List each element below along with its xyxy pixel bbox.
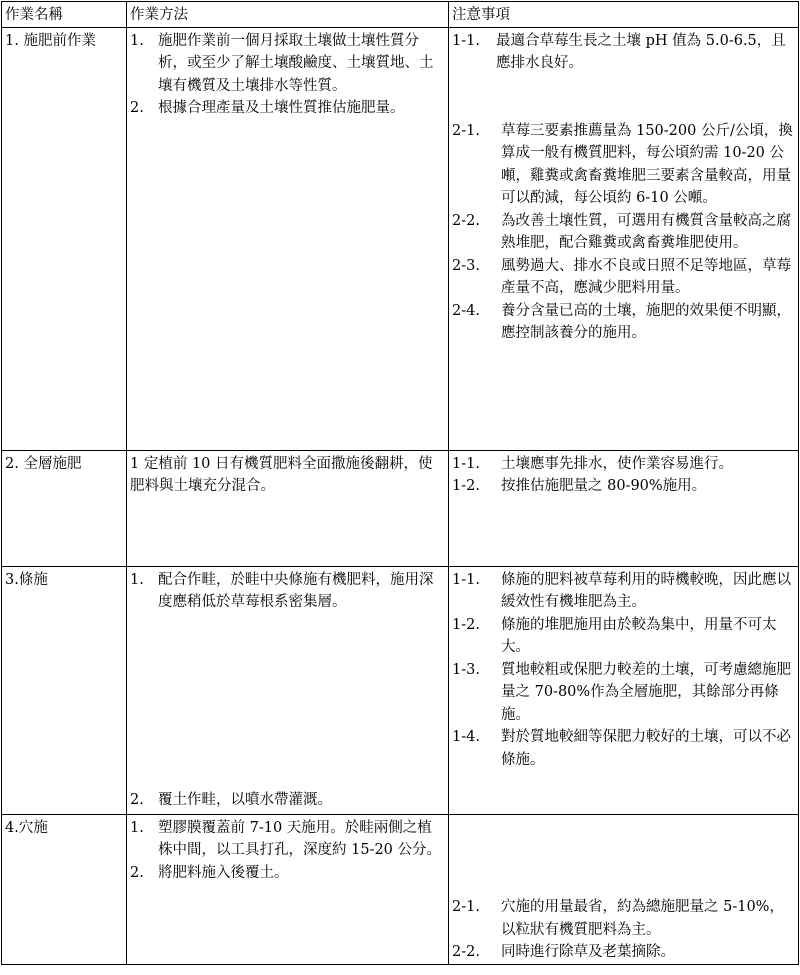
notes-cell bbox=[449, 450, 799, 566]
notes-cell bbox=[449, 27, 799, 450]
method-text: 根據合理產量及土壤性質推估施肥量。 bbox=[158, 100, 405, 116]
notes-cell bbox=[449, 814, 799, 964]
header-row bbox=[2, 2, 799, 28]
method-number: 1. bbox=[130, 571, 144, 588]
note-text: 條施的肥料被草莓利用的時機較晚，因此應以緩效性有機堆肥為主。 bbox=[501, 571, 791, 610]
note-item bbox=[452, 453, 796, 476]
note-item bbox=[452, 614, 796, 659]
method-text: 配合作畦，於畦中央條施有機肥料，施用深度應稍低於草莓根系密集層。 bbox=[158, 571, 434, 610]
note-text: 養分含量已高的土壤，施肥的效果便不明顯，應控制該養分的施用。 bbox=[501, 302, 791, 341]
note-number: 2-1. bbox=[452, 899, 480, 915]
method-text: 將肥料施入後覆土。 bbox=[158, 864, 289, 881]
task-name-cell: 1. 施肥前作業 bbox=[2, 27, 127, 450]
note-item bbox=[452, 475, 796, 498]
method-item bbox=[130, 30, 446, 98]
note-text: 對於質地較細等保肥力較好的土壤，可以不必條施。 bbox=[501, 729, 791, 768]
method-number: 1 bbox=[130, 455, 140, 472]
method-cell bbox=[127, 814, 449, 964]
note-text: 條施的堆肥施用由於較為集中，用量不可太大。 bbox=[501, 616, 777, 655]
note-text: 同時進行除草及老葉摘除。 bbox=[501, 944, 675, 960]
note-text: 草莓三要素推薦量為 150-200 公斤/公頃，換算成一般有機質肥料，每公頃約需 10-20 公噸，雞糞或禽畜糞堆肥三要素含量較高，用量可以酌減，每公頃約 6-10 公噸。 bbox=[501, 122, 793, 206]
note-number: 2-1. bbox=[452, 122, 480, 139]
note-number: 2-3. bbox=[452, 257, 480, 274]
note-item bbox=[452, 30, 796, 75]
note-text: 土壤應事先排水，使作業容易進行。 bbox=[501, 455, 733, 472]
table-row bbox=[2, 566, 799, 814]
note-item bbox=[452, 569, 796, 614]
note-number: 1-1. bbox=[452, 32, 480, 49]
note-item bbox=[452, 255, 796, 300]
method-cell bbox=[127, 450, 449, 566]
note-number: 1-2. bbox=[452, 478, 480, 494]
method-item bbox=[130, 569, 446, 614]
method-item bbox=[130, 789, 446, 812]
table-row bbox=[2, 450, 799, 566]
note-item bbox=[452, 726, 796, 771]
note-item bbox=[452, 896, 796, 941]
method-cell bbox=[127, 566, 449, 814]
method-number: 2. bbox=[130, 100, 144, 116]
method-text: 塑膠膜覆蓋前 7-10 天施用。於畦兩側之植株中間，以工具打孔，深度約 15-20 公分。 bbox=[158, 819, 442, 858]
note-item bbox=[452, 659, 796, 727]
note-text: 最適合草莓生長之土壤 pH 值為 5.0-6.5，且應排水良好。 bbox=[496, 32, 786, 71]
note-number: 2-2. bbox=[452, 212, 480, 229]
method-item bbox=[130, 453, 446, 498]
note-number: 1-4. bbox=[452, 729, 480, 745]
note-item bbox=[452, 120, 796, 210]
method-text: 定植前 10 日有機質肥料全面撒施後翻耕，使肥料與土壤充分混合。 bbox=[130, 455, 433, 494]
method-number: 2. bbox=[130, 864, 144, 881]
note-text: 穴施的用量最省，約為總施肥量之 5-10%，以粒狀有機質肥料為主。 bbox=[501, 899, 784, 938]
task-name-cell: 4.穴施 bbox=[2, 814, 127, 964]
note-text: 質地較粗或保肥力較差的土壤，可考慮總施肥量之 70-80%作為全層施肥，其餘部分再條施。 bbox=[501, 661, 791, 723]
note-number: 1-1. bbox=[452, 571, 480, 588]
note-text: 按推估施肥量之 80-90%施用。 bbox=[501, 478, 707, 494]
header-task-name: 作業名稱 bbox=[2, 2, 127, 28]
note-item bbox=[452, 210, 796, 255]
method-item bbox=[130, 817, 446, 862]
table-row bbox=[2, 814, 799, 964]
note-text: 風勢過大、排水不良或日照不足等地區，草莓產量不高，應減少肥料用量。 bbox=[501, 257, 791, 296]
note-number: 2-4. bbox=[452, 302, 480, 319]
method-text: 施肥作業前一個月採取土壤做土壤性質分析，或至少了解土壤酸鹼度、土壤質地、土壤有機質及土壤排水等性質。 bbox=[158, 32, 434, 94]
note-item bbox=[452, 300, 796, 345]
fertilization-table bbox=[1, 1, 799, 965]
header-method: 作業方法 bbox=[127, 2, 449, 28]
method-text: 覆土作畦，以噴水帶灌溉。 bbox=[158, 792, 332, 808]
note-number: 2-2. bbox=[452, 944, 480, 960]
method-cell bbox=[127, 27, 449, 450]
notes-cell bbox=[449, 566, 799, 814]
note-number: 1-1. bbox=[452, 455, 480, 472]
method-item bbox=[130, 862, 446, 885]
note-number: 1-3. bbox=[452, 661, 480, 678]
method-number: 2. bbox=[130, 792, 144, 808]
method-number: 1. bbox=[130, 819, 144, 836]
note-text: 為改善土壤性質，可選用有機質含量較高之腐熟堆肥，配合雞糞或禽畜糞堆肥使用。 bbox=[501, 212, 791, 251]
task-name-cell: 3.條施 bbox=[2, 566, 127, 814]
method-number: 1. bbox=[130, 32, 144, 49]
method-item bbox=[130, 97, 446, 120]
header-notes: 注意事項 bbox=[449, 2, 799, 28]
task-name-cell: 2. 全層施肥 bbox=[2, 450, 127, 566]
note-number: 1-2. bbox=[452, 616, 480, 633]
table-row bbox=[2, 27, 799, 450]
note-item bbox=[452, 941, 796, 964]
